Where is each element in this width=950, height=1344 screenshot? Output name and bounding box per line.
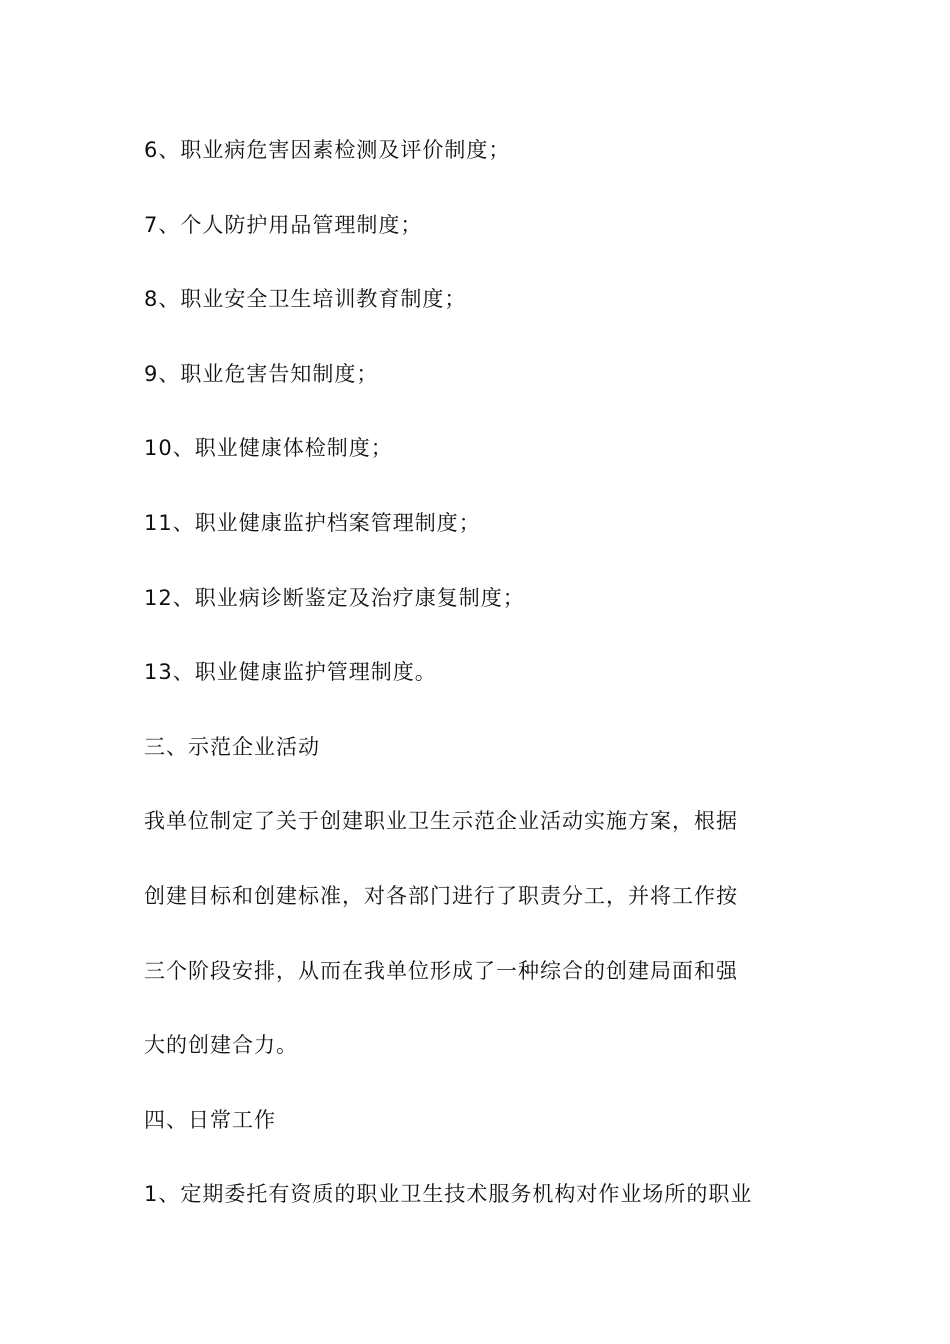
- list-item: 10、职业健康体检制度；: [144, 436, 393, 461]
- list-item: 13、职业健康监护管理制度。: [144, 660, 437, 685]
- list-item: 12、职业病诊断鉴定及治疗康复制度；: [144, 585, 525, 610]
- document-body: [144, 132, 824, 1214]
- list-item: 11、职业健康监护档案管理制度；: [144, 510, 481, 535]
- list-item: 7、个人防护用品管理制度；: [144, 212, 423, 237]
- paragraph-line: 创建目标和创建标准，对各部门进行了职责分工，并将工作按: [144, 883, 738, 908]
- section-heading: 四、日常工作: [144, 1107, 276, 1132]
- paragraph-line: 我单位制定了关于创建职业卫生示范企业活动实施方案，根据: [144, 809, 738, 834]
- list-item: 9、职业危害告知制度；: [144, 361, 379, 386]
- paragraph-line: 大的创建合力。: [144, 1033, 298, 1058]
- section-heading: 三、示范企业活动: [144, 734, 320, 759]
- list-item: 8、职业安全卫生培训教育制度；: [144, 287, 467, 312]
- paragraph-line: 1、定期委托有资质的职业卫生技术服务机构对作业场所的职业: [144, 1182, 753, 1207]
- list-item: 6、职业病危害因素检测及评价制度；: [144, 138, 511, 162]
- paragraph-line: 三个阶段安排，从而在我单位形成了一种综合的创建局面和强: [144, 958, 738, 983]
